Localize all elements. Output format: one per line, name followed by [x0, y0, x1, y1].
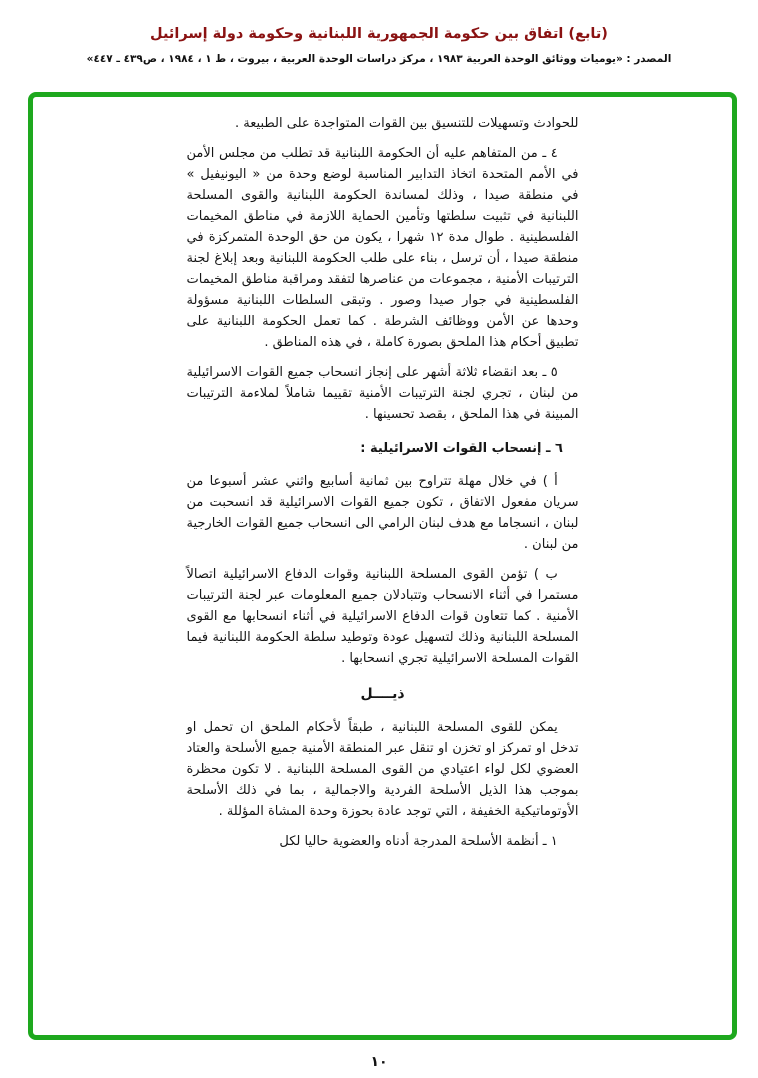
appendix-heading: ذيــــل: [360, 686, 405, 702]
document-header: [0, 26, 758, 65]
content-frame: [28, 92, 737, 1040]
source-line: المصدر : «يوميات ووثائق الوحدة العربية ١٩٨٣ ، مركز دراسات الوحدة العربية ، بيروت ، ط ١ ، ١٩٨٤ ، ص٤٣٩ ـ ٤٤٧»: [86, 53, 672, 65]
paragraph-appendix-clause-1: ١ ـ أنظمة الأسلحة المدرجة أدناه والعضوية حاليا لكل: [279, 834, 558, 849]
page-number: ١٠: [370, 1054, 388, 1070]
paragraph-clause-5: ٥ ـ بعد انقضاء ثلاثة أشهر على إنجاز انسحاب جميع القوات الاسرائيلية من لبنان ، تجري لجنة الترتيبات الأمنية تقييما شاملاً لملاءمة الترتيبات المبينة في هذا الملحق ، بقصد تحسينها .: [186, 365, 579, 422]
document-body: [187, 113, 579, 852]
paragraph-continuation: للحوادث وتسهيلات للتنسيق بين القوات المتواجدة على الطبيعة .: [235, 116, 579, 131]
paragraph-item-b: ب ) تؤمن القوى المسلحة اللبنانية وقوات الدفاع الاسرائيلية اتصالاً مستمرا في أثناء الانسحاب وتتبادلان جميع المعلومات عبر لجنة الترتيبات الأمنية . كما تتعاون قوات الدفاع الاسرائيلية في أثناء انسحابها مع القوى المسلحة اللبنانية وذلك لتسهيل عودة وتوطيد سلطة الحكومة اللبنانية فيما القوات المسلحة الاسرائيلية تجري انسحابها .: [186, 567, 579, 666]
paragraph-item-a: أ ) في خلال مهلة تتراوح بين ثمانية أسابيع واثني عشر أسبوعا من سريان مفعول الاتفاق ، تكون جميع القوات الاسرائيلية قد انسحبت من لبنان ، انسجاما مع هدف لبنان الرامي الى انسحاب جميع القوات الخارجية من لبنان .: [186, 474, 579, 552]
paragraph-appendix: يمكن للقوى المسلحة اللبنانية ، طبقاً لأحكام الملحق ان تحمل او تدخل او تمركز او تخزن او تنقل عبر المنطقة الأمنية جميع الأسلحة والعتاد العضوي لكل لواء اعتيادي من القوى المسلحة اللبنانية . لا تكون محظرة بموجب هذا الذيل الأسلحة الفردية والاجمالية ، بما في ذلك الأسلحة الأوتوماتيكية الخفيفة ، التي توجد عادة بحوزة وحدة المشاة المؤللة .: [186, 720, 579, 819]
page-title: (تابع) اتفاق بين حكومة الجمهورية اللبنانية وحكومة دولة إسرائيل: [150, 26, 608, 42]
section-heading-clause-6: ٦ ـ إنسحاب القوات الاسرائيلية :: [360, 441, 563, 456]
paragraph-clause-4: ٤ ـ من المتفاهم عليه أن الحكومة اللبنانية قد تطلب من مجلس الأمن في الأمم المتحدة اتخاذ التدابير المناسبة لوضع وحدة من « اليونيفيل » في منطقة صيدا ، وذلك لمساندة الحكومة اللبنانية والقوى المسلحة اللبنانية في تثبيت سلطتها وتأمين الحماية اللازمة في مناطق المخيمات الفلسطينية . طوال مدة ١٢ شهرا ، يكون من حق الوحدة المتمركزة في منطقة صيدا ، أن ترسل ، بناء على طلب الحكومة اللبنانية وبعد إبلاغ لجنة الترتيبات الأمنية ، مجموعات من عناصرها لتفقد ومراقبة مناطق المخيمات الفلسطينية في جوار صيدا وصور . وتبقى السلطات اللبنانية مسؤولة وحدها عن الأمن ووظائف الشرطة . كما تعمل الحكومة اللبنانية على تطبيق أحكام هذا الملحق بصورة كاملة ، في هذه المناطق .: [186, 146, 579, 350]
